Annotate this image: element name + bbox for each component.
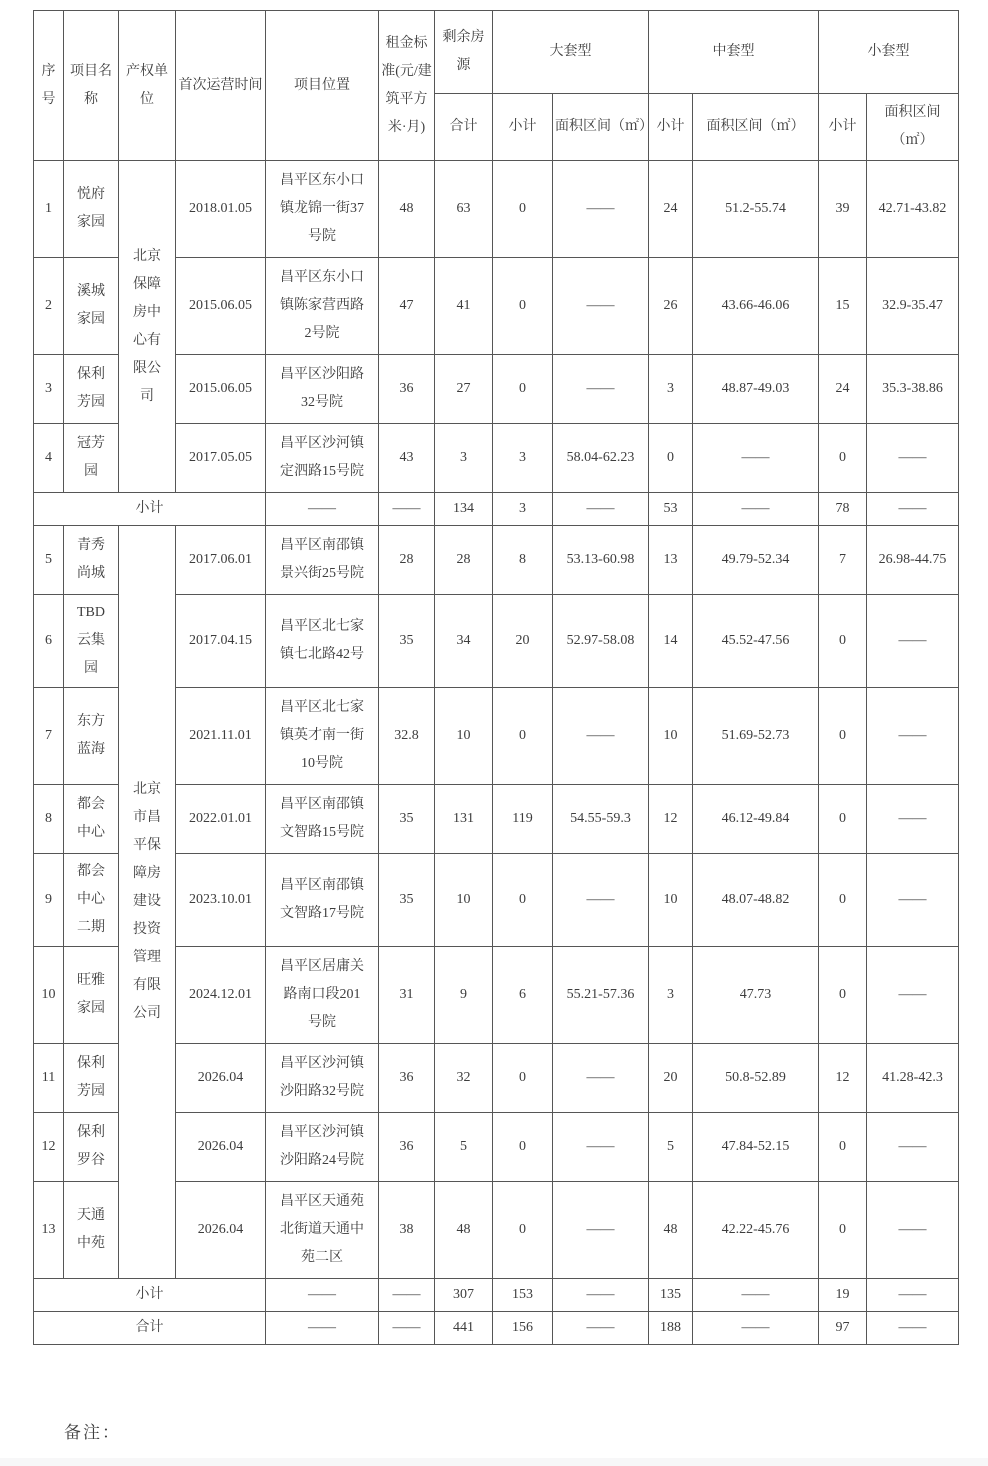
cell-seq: 4 xyxy=(34,424,64,493)
cell-small-count: 12 xyxy=(819,1044,867,1113)
cell-location: 昌平区北七家镇七北路42号 xyxy=(266,595,379,688)
cell-first-operation: 2017.04.15 xyxy=(176,595,266,688)
cell-small-count: 0 xyxy=(819,854,867,947)
cell-first-operation: 2018.01.05 xyxy=(176,161,266,258)
cell-small-count: 0 xyxy=(819,947,867,1044)
col-header-small-unit: 小套型 xyxy=(819,11,959,94)
subtotal-cell-small-area: —— xyxy=(867,493,959,526)
cell-project-name: 溪城家园 xyxy=(64,258,119,355)
cell-first-operation: 2023.10.01 xyxy=(176,854,266,947)
subtotal-cell-large-area: —— xyxy=(553,1279,649,1312)
col-header-total: 合计 xyxy=(435,94,493,161)
cell-seq: 7 xyxy=(34,688,64,785)
cell-medium-count: 5 xyxy=(649,1113,693,1182)
col-header-large-subtotal: 小计 xyxy=(493,94,553,161)
cell-rent: 28 xyxy=(379,526,435,595)
bottom-strip xyxy=(0,1458,988,1466)
subtotal-cell-medium-count: 135 xyxy=(649,1279,693,1312)
cell-seq: 5 xyxy=(34,526,64,595)
cell-seq: 3 xyxy=(34,355,64,424)
cell-large-count: 0 xyxy=(493,161,553,258)
cell-grand-total-label: 合计 xyxy=(34,1312,266,1345)
cell-rent: 36 xyxy=(379,1044,435,1113)
cell-medium-area: 46.12-49.84 xyxy=(693,785,819,854)
grand-total-cell-total: 441 xyxy=(435,1312,493,1345)
cell-location: 昌平区沙河镇定泗路15号院 xyxy=(266,424,379,493)
cell-small-count: 7 xyxy=(819,526,867,595)
cell-small-count: 24 xyxy=(819,355,867,424)
subtotal-cell-small-area: —— xyxy=(867,1279,959,1312)
cell-medium-count: 48 xyxy=(649,1182,693,1279)
cell-total: 41 xyxy=(435,258,493,355)
cell-project-name: 天通中苑 xyxy=(64,1182,119,1279)
cell-first-operation: 2015.06.05 xyxy=(176,355,266,424)
cell-first-operation: 2015.06.05 xyxy=(176,258,266,355)
col-header-small-subtotal: 小计 xyxy=(819,94,867,161)
subtotal-cell-small-count: 78 xyxy=(819,493,867,526)
cell-seq: 8 xyxy=(34,785,64,854)
cell-location: 昌平区沙河镇沙阳路24号院 xyxy=(266,1113,379,1182)
grand-total-cell-small-count: 97 xyxy=(819,1312,867,1345)
cell-medium-count: 13 xyxy=(649,526,693,595)
cell-small-area: 26.98-44.75 xyxy=(867,526,959,595)
cell-seq: 1 xyxy=(34,161,64,258)
cell-project-name: 都会中心 xyxy=(64,785,119,854)
cell-medium-area: 48.07-48.82 xyxy=(693,854,819,947)
cell-location: 昌平区东小口镇龙锦一街37号院 xyxy=(266,161,379,258)
cell-subtotal-label: 小计 xyxy=(34,493,266,526)
cell-small-area: —— xyxy=(867,785,959,854)
cell-rent: 31 xyxy=(379,947,435,1044)
subtotal-cell-total: 307 xyxy=(435,1279,493,1312)
cell-rent: 35 xyxy=(379,595,435,688)
cell-medium-area: 51.69-52.73 xyxy=(693,688,819,785)
cell-medium-count: 24 xyxy=(649,161,693,258)
cell-large-count: 20 xyxy=(493,595,553,688)
cell-large-area: 55.21-57.36 xyxy=(553,947,649,1044)
cell-total: 28 xyxy=(435,526,493,595)
subtotal-row xyxy=(34,493,959,526)
cell-total: 9 xyxy=(435,947,493,1044)
subtotal-cell-medium-area: —— xyxy=(693,1279,819,1312)
cell-first-operation: 2026.04 xyxy=(176,1182,266,1279)
cell-small-area: 41.28-42.3 xyxy=(867,1044,959,1113)
cell-project-name: 都会中心二期 xyxy=(64,854,119,947)
cell-first-operation: 2026.04 xyxy=(176,1113,266,1182)
grand-total-cell-location: —— xyxy=(266,1312,379,1345)
cell-project-name: 旺雅家园 xyxy=(64,947,119,1044)
cell-medium-area: 47.84-52.15 xyxy=(693,1113,819,1182)
subtotal-cell-total: 134 xyxy=(435,493,493,526)
cell-rent: 48 xyxy=(379,161,435,258)
cell-total: 63 xyxy=(435,161,493,258)
cell-small-count: 0 xyxy=(819,785,867,854)
cell-first-operation: 2017.05.05 xyxy=(176,424,266,493)
cell-seq: 9 xyxy=(34,854,64,947)
cell-seq: 10 xyxy=(34,947,64,1044)
cell-owner-unit: 北京保障房中心有限公司 xyxy=(119,161,176,493)
col-header-large-area-range: 面积区间（㎡） xyxy=(553,94,649,161)
housing-projects-table xyxy=(33,10,959,1345)
subtotal-row xyxy=(34,1279,959,1312)
cell-total: 32 xyxy=(435,1044,493,1113)
cell-location: 昌平区南邵镇文智路15号院 xyxy=(266,785,379,854)
cell-medium-count: 10 xyxy=(649,854,693,947)
cell-project-name: 东方蓝海 xyxy=(64,688,119,785)
col-header-location: 项目位置 xyxy=(266,11,379,161)
subtotal-cell-large-count: 3 xyxy=(493,493,553,526)
cell-medium-count: 3 xyxy=(649,947,693,1044)
table-row xyxy=(34,526,959,595)
cell-large-area: —— xyxy=(553,355,649,424)
col-header-medium-unit: 中套型 xyxy=(649,11,819,94)
cell-project-name: 保利芳园 xyxy=(64,355,119,424)
cell-small-count: 39 xyxy=(819,161,867,258)
col-header-owner-unit: 产权单位 xyxy=(119,11,176,161)
cell-large-area: 54.55-59.3 xyxy=(553,785,649,854)
cell-total: 3 xyxy=(435,424,493,493)
cell-first-operation: 2021.11.01 xyxy=(176,688,266,785)
cell-small-area: —— xyxy=(867,688,959,785)
cell-small-count: 15 xyxy=(819,258,867,355)
cell-large-count: 0 xyxy=(493,1113,553,1182)
cell-medium-count: 10 xyxy=(649,688,693,785)
cell-project-name: 保利罗谷 xyxy=(64,1113,119,1182)
cell-medium-area: 51.2-55.74 xyxy=(693,161,819,258)
col-header-medium-subtotal: 小计 xyxy=(649,94,693,161)
grand-total-cell-small-area: —— xyxy=(867,1312,959,1345)
subtotal-cell-location: —— xyxy=(266,1279,379,1312)
cell-location: 昌平区沙阳路32号院 xyxy=(266,355,379,424)
cell-first-operation: 2017.06.01 xyxy=(176,526,266,595)
cell-large-area: —— xyxy=(553,1182,649,1279)
col-header-remaining-supply: 剩余房源 xyxy=(435,11,493,94)
table-row xyxy=(34,161,959,258)
cell-large-area: —— xyxy=(553,1113,649,1182)
cell-rent: 35 xyxy=(379,854,435,947)
cell-first-operation: 2024.12.01 xyxy=(176,947,266,1044)
cell-seq: 13 xyxy=(34,1182,64,1279)
cell-large-area: 53.13-60.98 xyxy=(553,526,649,595)
cell-large-area: 58.04-62.23 xyxy=(553,424,649,493)
note-label: 备注： xyxy=(64,1423,121,1442)
cell-small-area: —— xyxy=(867,424,959,493)
cell-seq: 2 xyxy=(34,258,64,355)
cell-small-area: —— xyxy=(867,595,959,688)
col-header-first-operation: 首次运营时间 xyxy=(176,11,266,161)
cell-location: 昌平区天通苑北街道天通中苑二区 xyxy=(266,1182,379,1279)
cell-owner-unit: 北京市昌平保障房建设投资管理有限公司 xyxy=(119,526,176,1279)
cell-project-name: 保利芳园 xyxy=(64,1044,119,1113)
cell-large-area: 52.97-58.08 xyxy=(553,595,649,688)
subtotal-cell-location: —— xyxy=(266,493,379,526)
grand-total-cell-medium-count: 188 xyxy=(649,1312,693,1345)
grand-total-cell-large-count: 156 xyxy=(493,1312,553,1345)
col-header-medium-area-range: 面积区间（㎡） xyxy=(693,94,819,161)
cell-small-area: —— xyxy=(867,854,959,947)
cell-seq: 11 xyxy=(34,1044,64,1113)
subtotal-cell-small-count: 19 xyxy=(819,1279,867,1312)
grand-total-row xyxy=(34,1312,959,1345)
cell-total: 48 xyxy=(435,1182,493,1279)
cell-rent: 43 xyxy=(379,424,435,493)
col-header-rent-standard: 租金标准(元/建筑平方米·月) xyxy=(379,11,435,161)
cell-large-area: —— xyxy=(553,161,649,258)
cell-small-area: —— xyxy=(867,947,959,1044)
cell-small-count: 0 xyxy=(819,595,867,688)
grand-total-cell-medium-area: —— xyxy=(693,1312,819,1345)
subtotal-cell-large-area: —— xyxy=(553,493,649,526)
cell-medium-count: 0 xyxy=(649,424,693,493)
cell-large-count: 119 xyxy=(493,785,553,854)
cell-large-area: —— xyxy=(553,258,649,355)
cell-medium-area: 45.52-47.56 xyxy=(693,595,819,688)
cell-rent: 47 xyxy=(379,258,435,355)
grand-total-cell-rent: —— xyxy=(379,1312,435,1345)
cell-location: 昌平区北七家镇英才南一街10号院 xyxy=(266,688,379,785)
subtotal-cell-rent: —— xyxy=(379,493,435,526)
cell-location: 昌平区南邵镇文智路17号院 xyxy=(266,854,379,947)
cell-small-area: —— xyxy=(867,1182,959,1279)
subtotal-cell-large-count: 153 xyxy=(493,1279,553,1312)
cell-project-name: 冠芳园 xyxy=(64,424,119,493)
col-header-seq: 序号 xyxy=(34,11,64,161)
cell-medium-area: 42.22-45.76 xyxy=(693,1182,819,1279)
grand-total-cell-large-area: —— xyxy=(553,1312,649,1345)
cell-seq: 12 xyxy=(34,1113,64,1182)
cell-large-area: —— xyxy=(553,688,649,785)
cell-medium-area: 50.8-52.89 xyxy=(693,1044,819,1113)
cell-total: 10 xyxy=(435,688,493,785)
cell-location: 昌平区南邵镇景兴街25号院 xyxy=(266,526,379,595)
cell-rent: 36 xyxy=(379,355,435,424)
cell-large-count: 0 xyxy=(493,355,553,424)
cell-medium-count: 14 xyxy=(649,595,693,688)
cell-seq: 6 xyxy=(34,595,64,688)
cell-medium-area: —— xyxy=(693,424,819,493)
subtotal-cell-medium-count: 53 xyxy=(649,493,693,526)
cell-project-name: 青秀尚城 xyxy=(64,526,119,595)
cell-medium-count: 26 xyxy=(649,258,693,355)
cell-medium-area: 47.73 xyxy=(693,947,819,1044)
cell-total: 34 xyxy=(435,595,493,688)
cell-total: 5 xyxy=(435,1113,493,1182)
cell-small-area: —— xyxy=(867,1113,959,1182)
cell-large-area: —— xyxy=(553,854,649,947)
cell-large-count: 3 xyxy=(493,424,553,493)
cell-project-name: 悦府家园 xyxy=(64,161,119,258)
cell-rent: 35 xyxy=(379,785,435,854)
cell-small-area: 35.3-38.86 xyxy=(867,355,959,424)
cell-small-count: 0 xyxy=(819,424,867,493)
cell-small-count: 0 xyxy=(819,1113,867,1182)
cell-large-count: 0 xyxy=(493,688,553,785)
cell-large-count: 8 xyxy=(493,526,553,595)
cell-small-count: 0 xyxy=(819,688,867,785)
cell-medium-area: 43.66-46.06 xyxy=(693,258,819,355)
table-header xyxy=(34,11,959,161)
col-header-large-unit: 大套型 xyxy=(493,11,649,94)
cell-location: 昌平区沙河镇沙阳路32号院 xyxy=(266,1044,379,1113)
cell-large-count: 6 xyxy=(493,947,553,1044)
cell-subtotal-label: 小计 xyxy=(34,1279,266,1312)
cell-medium-area: 48.87-49.03 xyxy=(693,355,819,424)
col-header-project-name: 项目名称 xyxy=(64,11,119,161)
cell-large-count: 0 xyxy=(493,854,553,947)
cell-project-name: TBD云集园 xyxy=(64,595,119,688)
cell-large-count: 0 xyxy=(493,1182,553,1279)
cell-small-count: 0 xyxy=(819,1182,867,1279)
cell-total: 10 xyxy=(435,854,493,947)
cell-medium-count: 20 xyxy=(649,1044,693,1113)
cell-rent: 38 xyxy=(379,1182,435,1279)
cell-large-count: 0 xyxy=(493,1044,553,1113)
cell-large-area: —— xyxy=(553,1044,649,1113)
cell-total: 131 xyxy=(435,785,493,854)
cell-first-operation: 2022.01.01 xyxy=(176,785,266,854)
cell-large-count: 0 xyxy=(493,258,553,355)
cell-medium-count: 3 xyxy=(649,355,693,424)
cell-location: 昌平区居庸关路南口段201号院 xyxy=(266,947,379,1044)
table-body xyxy=(34,161,959,1345)
cell-small-area: 32.9-35.47 xyxy=(867,258,959,355)
col-header-small-area-range: 面积区间（㎡） xyxy=(867,94,959,161)
cell-location: 昌平区东小口镇陈家营西路2号院 xyxy=(266,258,379,355)
cell-medium-count: 12 xyxy=(649,785,693,854)
cell-small-area: 42.71-43.82 xyxy=(867,161,959,258)
cell-rent: 32.8 xyxy=(379,688,435,785)
cell-rent: 36 xyxy=(379,1113,435,1182)
cell-first-operation: 2026.04 xyxy=(176,1044,266,1113)
cell-medium-area: 49.79-52.34 xyxy=(693,526,819,595)
subtotal-cell-medium-area: —— xyxy=(693,493,819,526)
subtotal-cell-rent: —— xyxy=(379,1279,435,1312)
cell-total: 27 xyxy=(435,355,493,424)
